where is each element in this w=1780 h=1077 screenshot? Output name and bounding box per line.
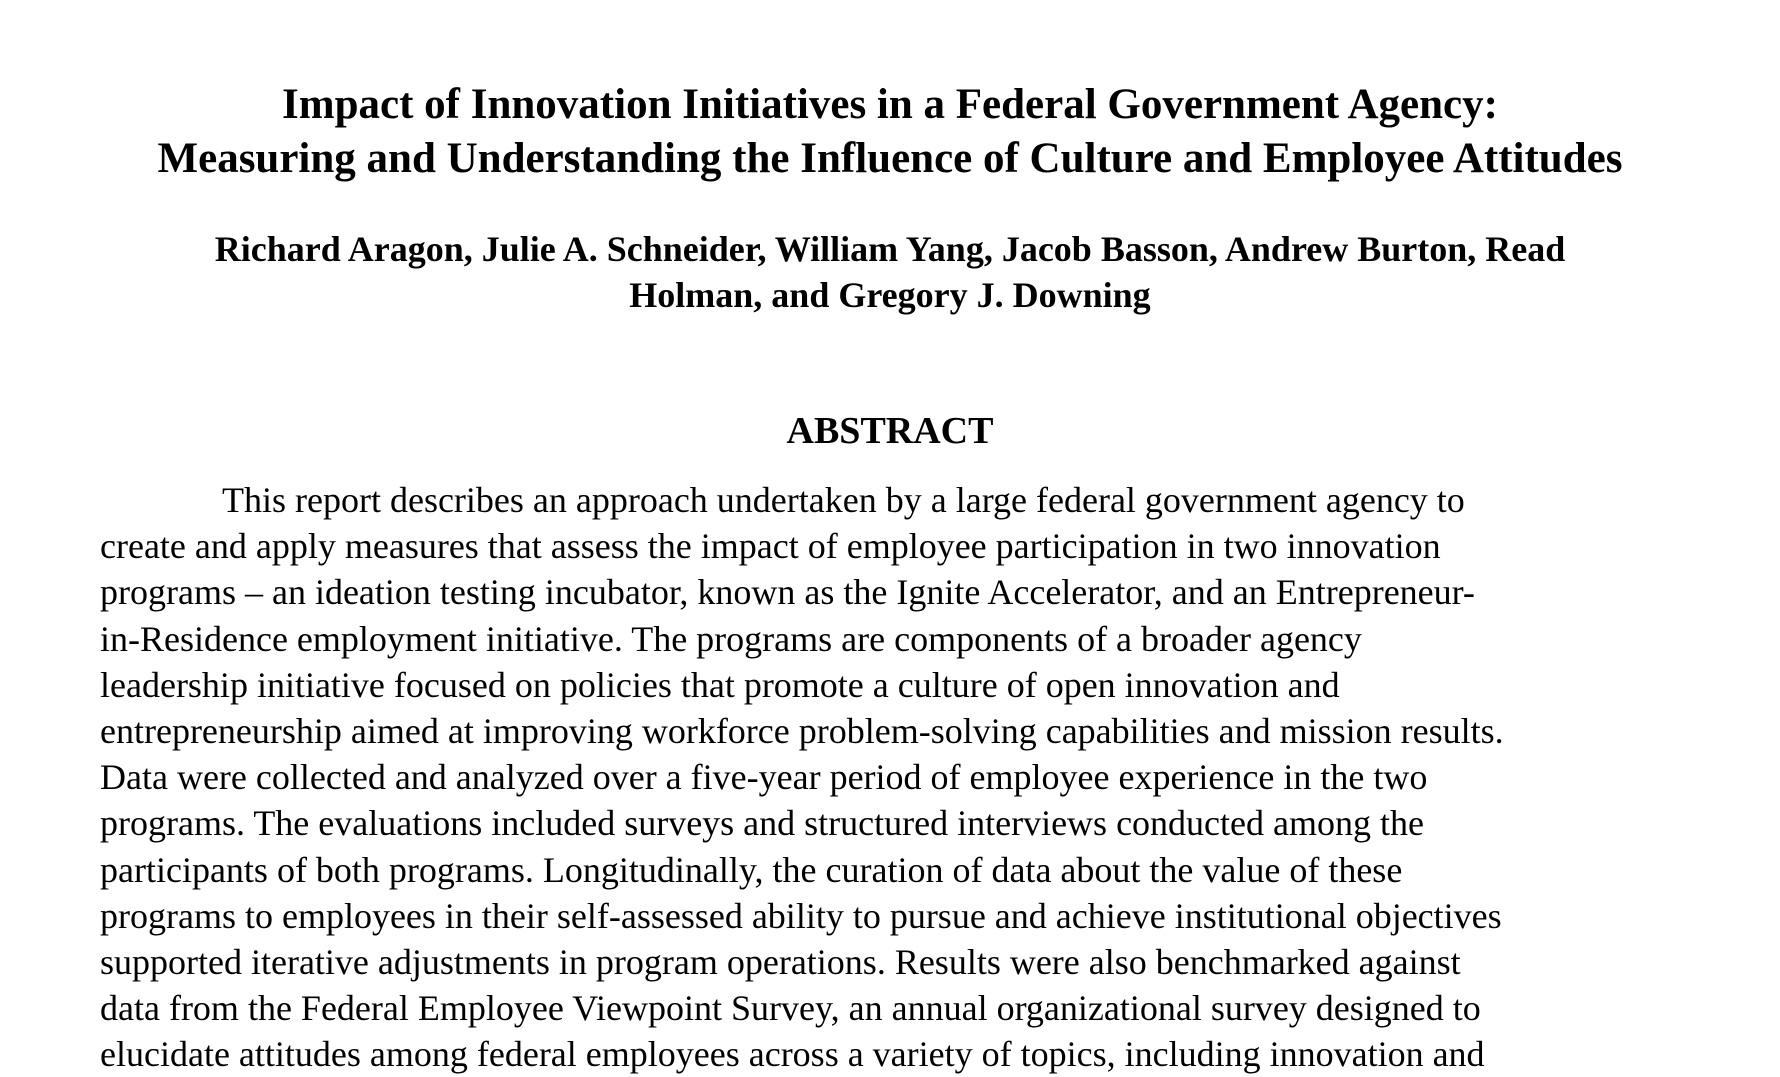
abstract-line: programs – an ideation testing incubator, known as the Ignite Accelerator, and an Entrepreneur-	[100, 572, 1475, 613]
abstract-line: participants of both programs. Longitudinally, the curation of data about the value of these	[100, 849, 1403, 890]
abstract-heading: ABSTRACT	[786, 410, 994, 452]
author-line-2: Holman, and Gregory J. Downing	[629, 275, 1151, 315]
abstract-line: programs. The evaluations included surveys and structured interviews conducted among the	[100, 803, 1424, 844]
abstract-line: leadership initiative focused on policies that promote a culture of open innovation and	[100, 664, 1340, 705]
abstract-body	[100, 477, 1740, 1077]
abstract-line: elucidate attitudes among federal employees across a variety of topics, including innovation and	[100, 1034, 1485, 1075]
abstract-line: data from the Federal Employee Viewpoint Survey, an annual organizational survey designed to	[100, 988, 1481, 1029]
title-line-2: Measuring and Understanding the Influence of Culture and Employee Attitudes	[157, 135, 1623, 182]
paper-title	[40, 78, 1740, 186]
abstract-line: This report describes an approach undertaken by a large federal government agency to	[222, 480, 1465, 520]
abstract-line: entrepreneurship aimed at improving workforce problem-solving capabilities and mission results.	[100, 710, 1504, 751]
author-line-1: Richard Aragon, Julie A. Schneider, William Yang, Jacob Basson, Andrew Burton, Read	[214, 229, 1566, 269]
abstract-line: in-Residence employment initiative. The programs are components of a broader agency	[100, 618, 1362, 659]
abstract-line: supported iterative adjustments in program operations. Results were also benchmarked against	[100, 941, 1461, 982]
title-line-1: Impact of Innovation Initiatives in a Federal Government Agency:	[282, 81, 1498, 128]
author-list	[60, 226, 1720, 318]
abstract-line: Data were collected and analyzed over a five-year period of employee experience in the two	[100, 757, 1428, 798]
abstract-line: programs to employees in their self-assessed ability to pursue and achieve institutional objectives	[100, 895, 1502, 936]
abstract-line: create and apply measures that assess the impact of employee participation in two innovation	[100, 526, 1441, 567]
